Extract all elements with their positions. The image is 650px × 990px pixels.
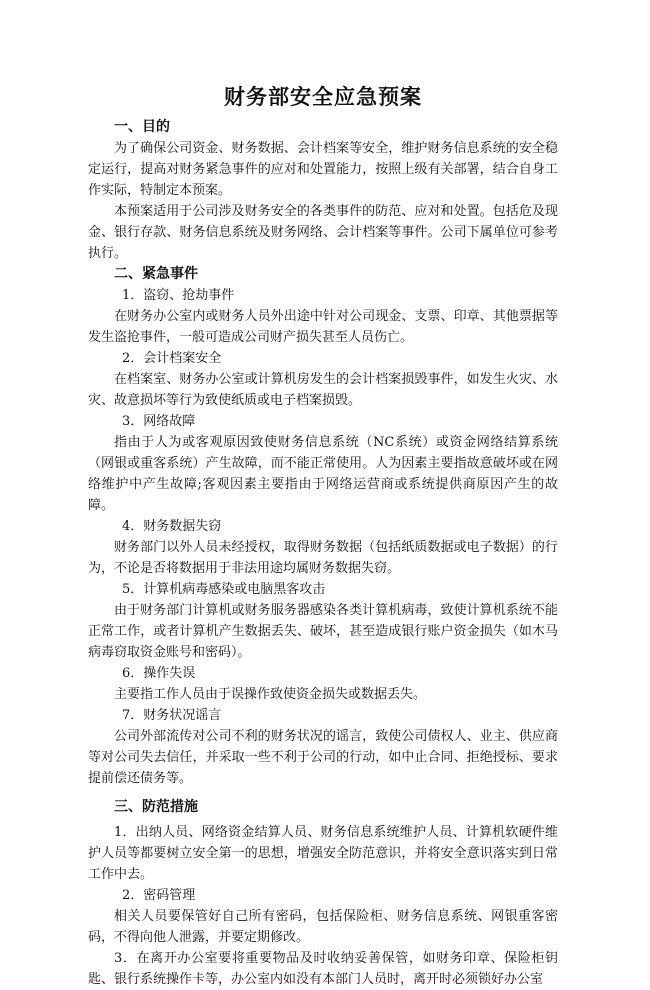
- paragraph: 本预案适用于公司涉及财务安全的各类事件的防范、应对和处置。包括危及现金、银行存款、财务信息系统及财务网络、会计档案等事件。公司下属单位可参考执行。: [88, 204, 558, 261]
- list-item-heading: 6．操作失误: [122, 666, 196, 681]
- section-heading-prevention: 三、防范措施: [114, 799, 198, 815]
- section-heading-purpose: 一、目的: [114, 119, 170, 135]
- paragraph: 公司外部流传对公司不利的财务状况的谣言，致使公司债权人、业主、供应商等对公司失去信任，并采取一些不利于公司的行动，如中止合同、拒绝授标、要求提前偿还债务等。: [88, 729, 558, 786]
- list-item-heading: 7．财务状况谣言: [122, 708, 222, 723]
- paragraph: 在财务办公室内或财务人员外出途中针对公司现金、支票、印章、其他票据等发生盗抢事件，一般可造成公司财产损失甚至人员伤亡。: [88, 309, 558, 345]
- list-item-heading: 2．会计档案安全: [122, 351, 222, 366]
- paragraph: 相关人员要保管好自己所有密码，包括保险柜、财务信息系统、网银重客密码，不得向他人泄露，并要定期修改。: [88, 909, 558, 945]
- list-item-heading: 1．盗窃、抢劫事件: [122, 288, 235, 303]
- document-title: 财务部安全应急预案: [224, 84, 422, 109]
- paragraph: 主要指工作人员由于误操作致使资金损失或数据丢失。: [114, 687, 427, 702]
- document-page: [88, 82, 558, 990]
- list-item-heading: 4．财务数据失窃: [122, 519, 222, 534]
- list-item-heading: 5．计算机病毒感染或电脑黑客攻击: [122, 582, 326, 597]
- list-item-heading: 2．密码管理: [122, 888, 196, 903]
- paragraph: 财务部门以外人员未经授权，取得财务数据（包括纸质数据或电子数据）的行为，不论是否将数据用于非法用途均属财务数据失窃。: [88, 540, 558, 576]
- section-heading-emergencies: 二、紧急事件: [114, 266, 198, 282]
- list-item-heading: 3．网络故障: [122, 414, 196, 429]
- paragraph: 1．出纳人员、网络资金结算人员、财务信息系统维护人员、计算机软硬件维护人员等都要树立安全第一的思想，增强安全防范意识，并将安全意识落实到日常工作中去。: [88, 825, 558, 882]
- paragraph: 3．在离开办公室要将重要物品及时收纳妥善保管，如财务印章、保险柜钥匙、银行系统操作卡等，办公室内如没有本部门人员时，离开时必须锁好办公室: [88, 951, 558, 987]
- paragraph: 在档案室、财务办公室或计算机房发生的会计档案损毁事件，如发生火灾、水灾、故意损坏等行为致使纸质或电子档案损毁。: [88, 372, 558, 408]
- paragraph: 为了确保公司资金、财务数据、会计档案等安全，维护财务信息系统的安全稳定运行，提高对财务紧急事件的应对和处置能力，按照上级有关部署，结合自身工作实际，特制定本预案。: [88, 141, 558, 198]
- paragraph: 由于财务部门计算机或财务服务器感染各类计算机病毒，致使计算机系统不能正常工作，或者计算机产生数据丢失、破坏，甚至造成银行账户资金损失（如木马病毒窃取资金账号和密码）。: [88, 603, 558, 660]
- paragraph: 指由于人为或客观原因致使财务信息系统（NC系统）或资金网络结算系统（网银或重客系统）产生故障，而不能正常使用。人为因素主要指故意破坏或在网络维护中产生故障;客观因素主要指由于网络运营商或系统提供商原因产生的故障。: [88, 435, 558, 513]
